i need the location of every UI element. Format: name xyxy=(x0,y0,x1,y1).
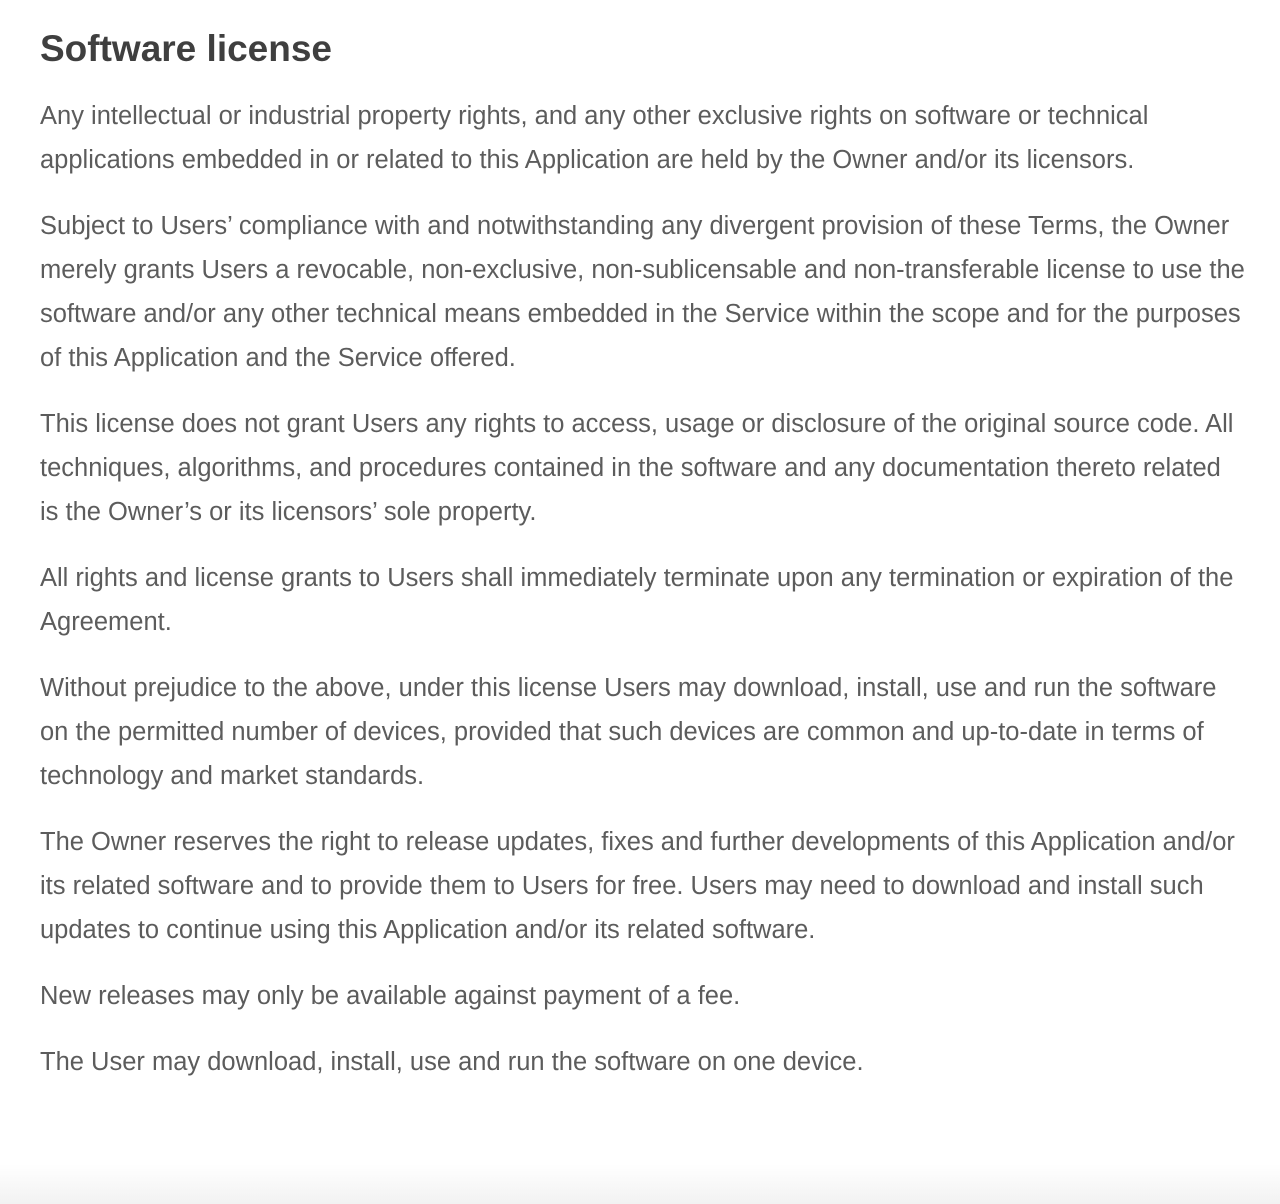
paragraph-termination: All rights and license grants to Users shall immediately terminate upon any termination or expiration of the Agreement. xyxy=(40,564,1234,636)
paragraph-source-code: This license does not grant Users any rights to access, usage or disclosure of the original source code. All techniques, algorithms, and procedures contained in the software and any documentation thereto related is the Owner’s or its licensors’ sole property. xyxy=(40,410,1234,526)
section-heading: Software license xyxy=(40,28,333,69)
bottom-fade xyxy=(0,1164,1280,1204)
paragraph-ip-rights: Any intellectual or industrial property rights, and any other exclusive rights on software or technical applications embedded in or related to this Application are held by the Owner and/or its licensors. xyxy=(40,102,1149,174)
paragraph-devices: Without prejudice to the above, under this license Users may download, install, use and run the software on the permitted number of devices, provided that such devices are common and up-to-date in terms of technology and market standards. xyxy=(40,674,1217,790)
paragraph-single-device: The User may download, install, use and run the software on one device. xyxy=(40,1048,864,1076)
paragraph-updates: The Owner reserves the right to release updates, fixes and further developments of this Application and/or its related software and to provide them to Users for free. Users may need to download and install such updates to continue using this Application and/or its related software. xyxy=(40,828,1235,944)
paragraph-license-grant: Subject to Users’ compliance with and notwithstanding any divergent provision of these Terms, the Owner merely grants Users a revocable, non-exclusive, non-sublicensable and non-transferable license to use the software and/or any other technical means embedded in the Service within the scope and for the purposes of this Application and the Service offered. xyxy=(40,212,1245,372)
paragraph-new-releases: New releases may only be available against payment of a fee. xyxy=(40,982,741,1010)
software-license-section xyxy=(40,22,1246,1106)
